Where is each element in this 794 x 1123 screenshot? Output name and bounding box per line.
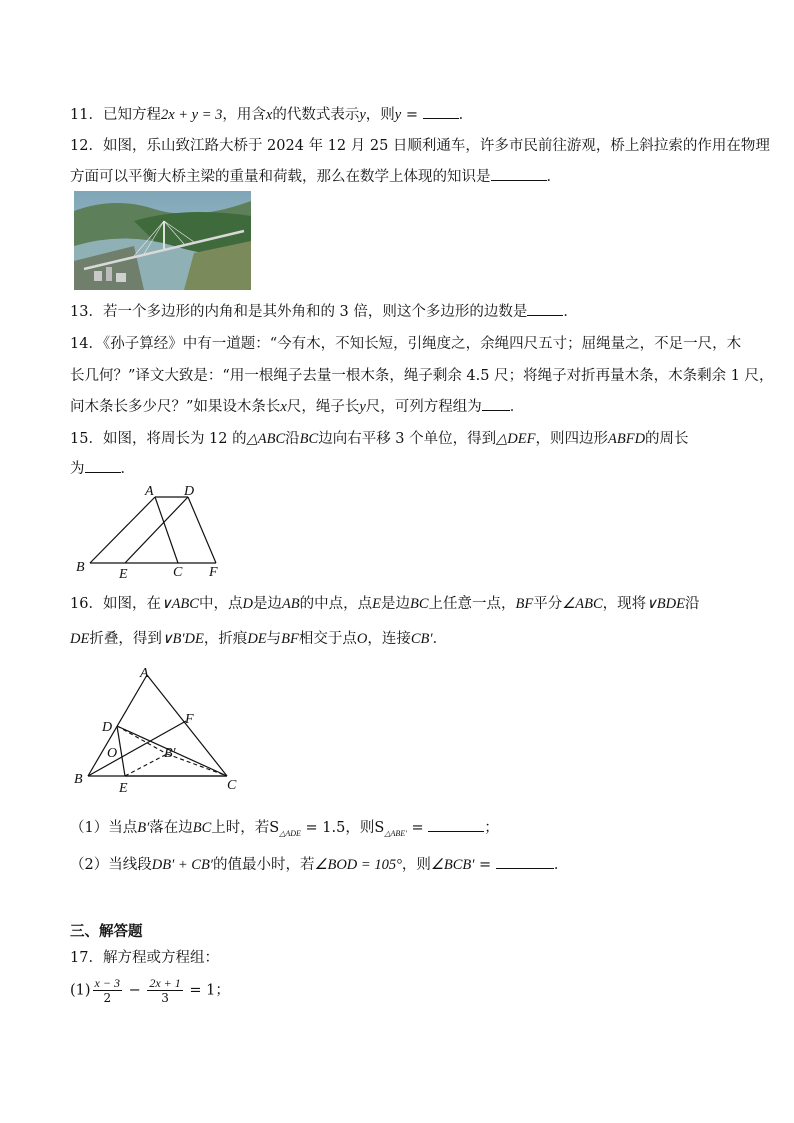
- question-14-line2: 长几何？”译文大致是：“用一根绳子去量一根木条，绳子剩余 4.5 尺；将绳子对折再量木条，木条剩余 1 尺，: [70, 368, 774, 384]
- label-B: B: [76, 560, 85, 575]
- label-C: C: [173, 565, 183, 580]
- label-B: B: [74, 772, 83, 787]
- question-17: 17．解方程或方程组：: [70, 950, 219, 966]
- label-D: D: [184, 484, 195, 499]
- answer-blank[interactable]: [85, 458, 121, 473]
- label-A: A: [145, 484, 154, 499]
- fraction-2: $\frac{2x + 1}{3}$: [149, 976, 181, 1005]
- fraction-1: $\frac{x - 3}{2}$: [94, 976, 120, 1005]
- question-16-line2: DE折叠，得到∨B′DE，折痕DE与BF相交于点O，连接CB′．: [70, 631, 448, 647]
- question-16-line1: 16．如图，在∨ABC中，点D是边AB的中点，点E是边BC上任意一点，BF平分∠ABC，现将∨BDE沿: [70, 596, 700, 612]
- question-16-part1: （1）当点B′落在边BC上时，若$S_{\triangle ADE} = 1.5$，则$S_{\triangle ABE'}$ = ；: [70, 816, 499, 838]
- label-D: D: [102, 720, 113, 735]
- question-14-line3: 问木条长多少尺？”如果设木条长x尺，绳子长y尺，可列方程组为 ．: [70, 395, 524, 416]
- label-F: F: [209, 565, 218, 580]
- answer-blank[interactable]: [491, 166, 547, 181]
- figure-16: [70, 660, 250, 800]
- bridge-photo-image: [74, 191, 251, 290]
- label-C: C: [227, 778, 237, 793]
- section-heading: 三、解答题: [70, 924, 143, 940]
- label-E: E: [119, 567, 128, 582]
- question-16-part2: （2）当线段DB′ + CB′的值最小时，若∠BOD = 105°，则∠BCB′ = ．: [70, 853, 568, 874]
- figure-15: [70, 480, 240, 585]
- question-17-part1: (1) $\frac{x - 3}{2}$ − $\frac{2x + 1}{3}$ = 1；: [70, 976, 230, 1005]
- question-15-line2: 为 ．: [70, 457, 135, 478]
- label-F: F: [185, 712, 194, 727]
- question-14-line1: 14．《孙子算经》中有一道题：“今有木，不知长短，引绳度之，余绳四尺五寸；屈绳量之，不足一尺，木: [70, 336, 742, 352]
- label-O: O: [107, 746, 118, 761]
- bridge-photo: [74, 191, 251, 290]
- answer-blank[interactable]: [423, 104, 459, 119]
- answer-blank[interactable]: [428, 817, 484, 832]
- label-E: E: [119, 781, 128, 796]
- label-A: A: [140, 666, 149, 681]
- question-11: 11．已知方程2x + y = 3，用含x的代数式表示y，则y = ．: [70, 103, 473, 124]
- label-B-prime: B′: [164, 746, 176, 761]
- question-15-line1: 15．如图，将周长为 12 的△ABC沿BC边向右平移 3 个单位，得到△DEF，则四边形ABFD的周长: [70, 431, 689, 447]
- question-13: 13．若一个多边形的内角和是其外角和的 3 倍，则这个多边形的边数是 ．: [70, 300, 578, 321]
- question-12-line1: 12．如图，乐山致江路大桥于 2024 年 12 月 25 日顺利通车，许多市民前往游观，桥上斜拉索的作用在物理: [70, 138, 770, 154]
- question-12-line2: 方面可以平衡大桥主梁的重量和荷载，那么在数学上体现的知识是 ．: [70, 165, 561, 186]
- answer-blank[interactable]: [496, 854, 554, 869]
- answer-blank[interactable]: [527, 301, 563, 316]
- answer-blank[interactable]: [482, 396, 510, 411]
